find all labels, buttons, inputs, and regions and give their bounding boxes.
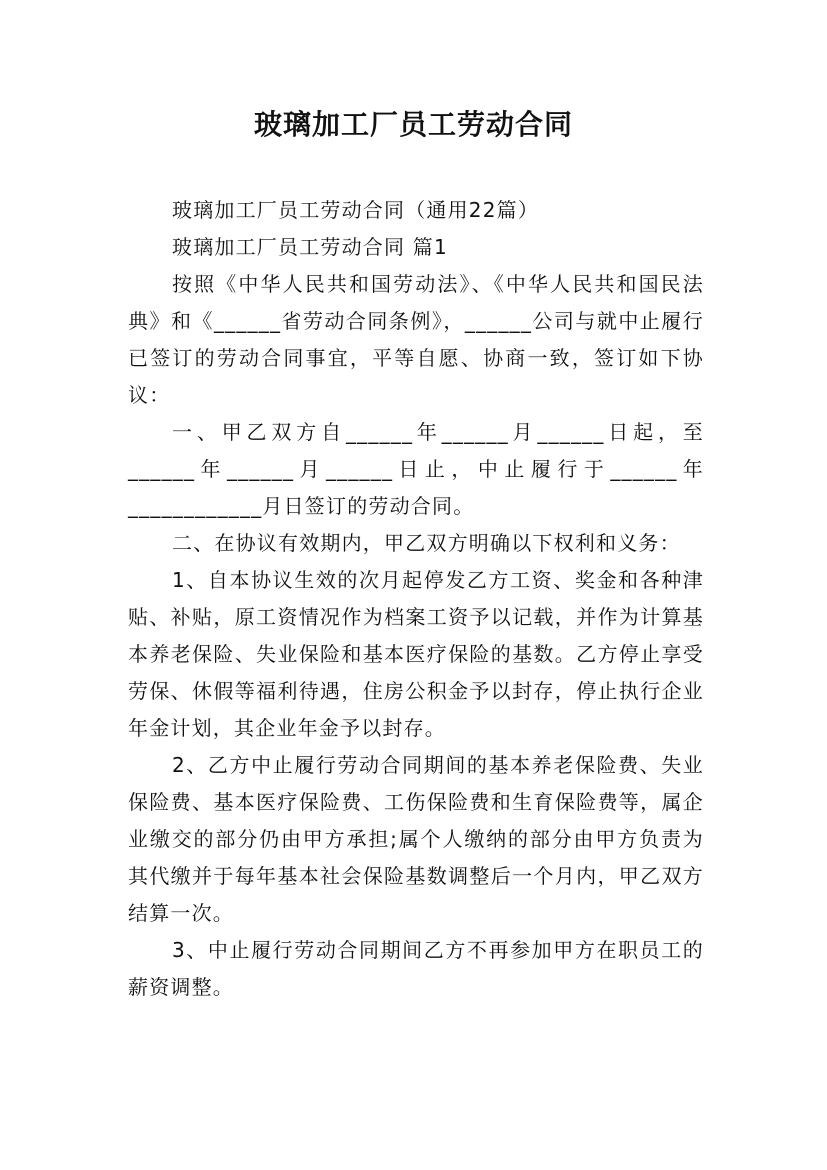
document-title: 玻璃加工厂员工劳动合同 [253,108,573,141]
paragraph-clause-2: 二、在协议有效期内，甲乙双方明确以下权利和义务： [172,531,681,555]
document-body [128,192,704,1006]
paragraph-subtitle: 玻璃加工厂员工劳动合同（通用22篇） [172,198,540,222]
paragraph-item-2: 2、乙方中止履行劳动合同期间的基本养老保险费、失业保险费、基本医疗保险费、工伤保险费和生育保险费等，属企业缴交的部分仍由甲方承担;属个人缴纳的部分由甲方负责为其代缴并于每年基本社会保险基数调整后一个月内，甲乙双方结算一次。 [128,753,704,925]
paragraph-preamble: 按照《中华人民共和国劳动法》、《中华人民共和国民法典》和《______省劳动合同条例》，______公司与就中止履行已签订的劳动合同事宜，平等自愿、协商一致，签订如下协议： [128,272,704,407]
paragraph-item-3: 3、中止履行劳动合同期间乙方不再参加甲方在职员工的薪资调整。 [128,938,704,999]
paragraph-item-1: 1、自本协议生效的次月起停发乙方工资、奖金和各种津贴、补贴，原工资情况作为档案工资予以记载，并作为计算基本养老保险、失业保险和基本医疗保险的基数。乙方停止享受劳保、休假等福利待遇，住房公积金予以封存，停止执行企业年金计划，其企业年金予以封存。 [128,568,704,740]
paragraph-clause-1: 一、甲乙双方自______年______月______日起，至______年______月______日止，中止履行于______年____________月日签订的劳动合同。 [128,420,704,518]
paragraph-section-heading: 玻璃加工厂员工劳动合同 篇1 [172,235,448,259]
